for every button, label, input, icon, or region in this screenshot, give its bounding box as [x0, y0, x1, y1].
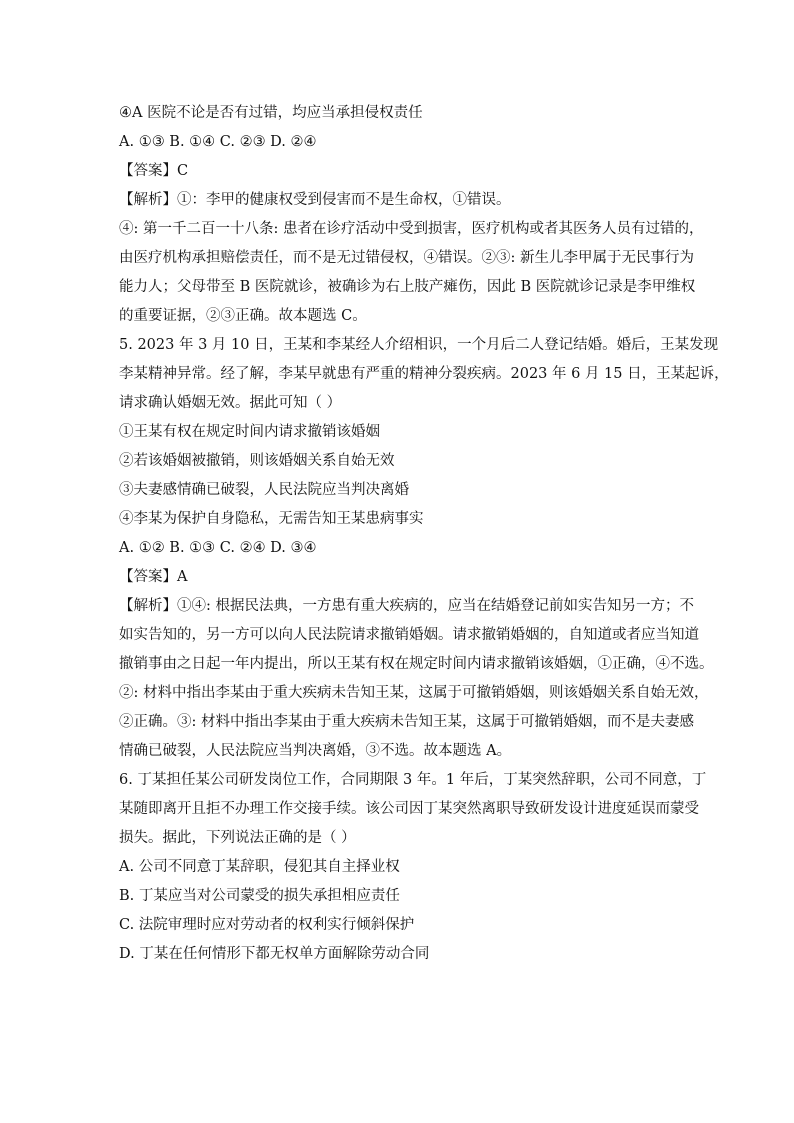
q4-analysis-line: 【解析】①：李甲的健康权受到侵害而不是生命权，①错误。	[119, 192, 511, 208]
q6-option-d: D. 丁某在任何情形下都无权单方面解除劳动合同	[119, 946, 430, 962]
q5-options: A. ①② B. ①③ C. ②④ D. ③④	[119, 540, 317, 556]
q5-stem-line: 5. 2023 年 3 月 10 日，王某和李某经人介绍相识，一个月后二人登记结婚。婚后，王某发现	[119, 337, 719, 353]
q4-analysis-line: ④: 第一千二百一十八条: 患者在诊疗活动中受到损害，医疗机构或者其医务人员有过错的，	[119, 221, 704, 237]
q4-options: A. ①③ B. ①④ C. ②③ D. ②④	[119, 134, 317, 150]
q6-stem-line: 损失。据此，下列说法正确的是（ ）	[119, 830, 356, 846]
q4-analysis-line: 由医疗机构承担赔偿责任，而不是无过错侵权，④错误。②③: 新生儿李甲属于无民事行为	[119, 250, 694, 266]
q5-analysis-line: 【解析】①④: 根据民法典，一方患有重大疾病的，应当在结婚登记前如实告知另一方；不	[119, 598, 694, 614]
q6-stem-line: 某随即离开且拒不办理工作交接手续。该公司因丁某突然离职导致研发设计进度延误而蒙受	[119, 801, 699, 817]
q4-statement-4: ④A 医院不论是否有过错，均应当承担侵权责任	[119, 105, 423, 121]
q5-answer: 【答案】A	[119, 569, 188, 585]
q4-answer: 【答案】C	[119, 163, 189, 179]
q5-analysis-line: ②正确。③: 材料中指出李某由于重大疾病未告知王某，这属于可撤销婚姻，而不是夫妻感	[119, 714, 694, 730]
q5-analysis-line: 情确已破裂，人民法院应当判决离婚，③不选。故本题选 A。	[119, 743, 512, 759]
document-page	[119, 99, 729, 969]
q5-analysis-line: ②: 材料中指出李某由于重大疾病未告知王某，这属于可撤销婚姻，则该婚姻关系自始无效，	[119, 685, 709, 701]
q5-statement: ③夫妻感情确已破裂，人民法院应当判决离婚	[119, 482, 409, 498]
q4-analysis-line: 能力人；父母带至 B 医院就诊，被确诊为右上肢产瘫伤，因此 B 医院就诊记录是李甲维权	[119, 279, 696, 295]
q6-option-b: B. 丁某应当对公司蒙受的损失承担相应责任	[119, 888, 400, 904]
q6-option-a: A. 公司不同意丁某辞职，侵犯其自主择业权	[119, 859, 400, 875]
q5-statement: ④李某为保护自身隐私，无需告知王某患病事实	[119, 511, 424, 527]
q5-statement: ①王某有权在规定时间内请求撤销该婚姻	[119, 424, 380, 440]
q5-analysis-line: 撤销事由之日起一年内提出，所以王某有权在规定时间内请求撤销该婚姻，①正确，④不选。	[119, 656, 714, 672]
q6-stem-line: 6. 丁某担任某公司研发岗位工作，合同期限 3 年。1 年后，丁某突然辞职，公司不同意，丁	[119, 772, 707, 788]
q5-stem-line: 请求确认婚姻无效。据此可知（ ）	[119, 395, 342, 411]
q6-option-c: C. 法院审理时应对劳动者的权利实行倾斜保护	[119, 917, 415, 933]
q4-analysis-line: 的重要证据，②③正确。故本题选 C。	[119, 308, 367, 324]
q5-analysis-line: 如实告知的，另一方可以向人民法院请求撤销婚姻。请求撤销婚姻的，自知道或者应当知道	[119, 627, 699, 643]
q5-stem-line: 李某精神异常。经了解，李某早就患有严重的精神分裂疾病。2023 年 6 月 15 日，王某起诉，	[119, 366, 729, 382]
q5-statement: ②若该婚姻被撤销，则该婚姻关系自始无效	[119, 453, 395, 469]
